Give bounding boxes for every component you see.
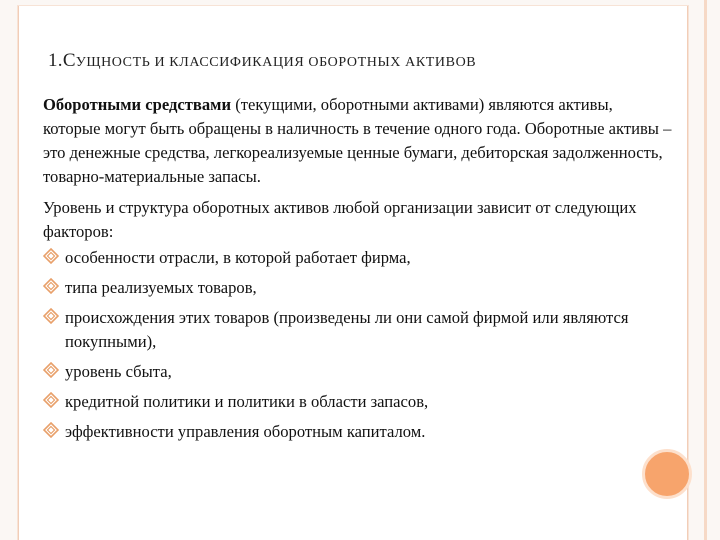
list-item-text: особенности отрасли, в которой работает фирма, (65, 248, 411, 267)
list-item-text: происхождения этих товаров (произведены ли они самой фирмой или являются покупными), (65, 308, 629, 351)
list-item (43, 420, 673, 444)
slide-title-rest: УЩНОСТЬ И КЛАССИФИКАЦИЯ ОБОРОТНЫХ АКТИВОВ (75, 55, 477, 70)
list-item (43, 390, 673, 414)
intro-paragraph (43, 93, 673, 189)
list-item (43, 360, 673, 384)
intro-definition: (текущими, оборотными активами) являются активы, которые могут быть обращены в наличность в течение одного года. Оборотные активы – это денежные средства, легкореализуемые ценные бумаги, дебиторская задолженность, товарно-материальные запасы. (43, 95, 672, 186)
diamond-bullet-icon (43, 362, 59, 378)
right-rail-decoration (704, 0, 707, 540)
list-item-text: кредитной политики и политики в области запасов, (65, 392, 429, 411)
diamond-bullet-icon (43, 392, 59, 408)
list-item-text: эффективности управления оборотным капиталом. (65, 422, 426, 441)
orange-circle-decoration (642, 449, 692, 499)
list-item-text: уровень сбыта, (65, 362, 172, 381)
diamond-bullet-icon (43, 248, 59, 264)
slide-body (43, 93, 673, 450)
slide-title-first: 1.С (48, 50, 76, 71)
factors-intro: Уровень и структура оборотных активов любой организации зависит от следующих факторов: (43, 198, 637, 241)
intro-term: Оборотными средствами (43, 95, 232, 114)
list-item (43, 246, 673, 270)
list-item (43, 276, 673, 300)
list-item-text: типа реализуемых товаров, (65, 278, 257, 297)
factors-list (43, 246, 673, 444)
diamond-bullet-icon (43, 308, 59, 324)
diamond-bullet-icon (43, 278, 59, 294)
slide-title (48, 50, 668, 72)
list-item (43, 306, 673, 354)
diamond-bullet-icon (43, 422, 59, 438)
